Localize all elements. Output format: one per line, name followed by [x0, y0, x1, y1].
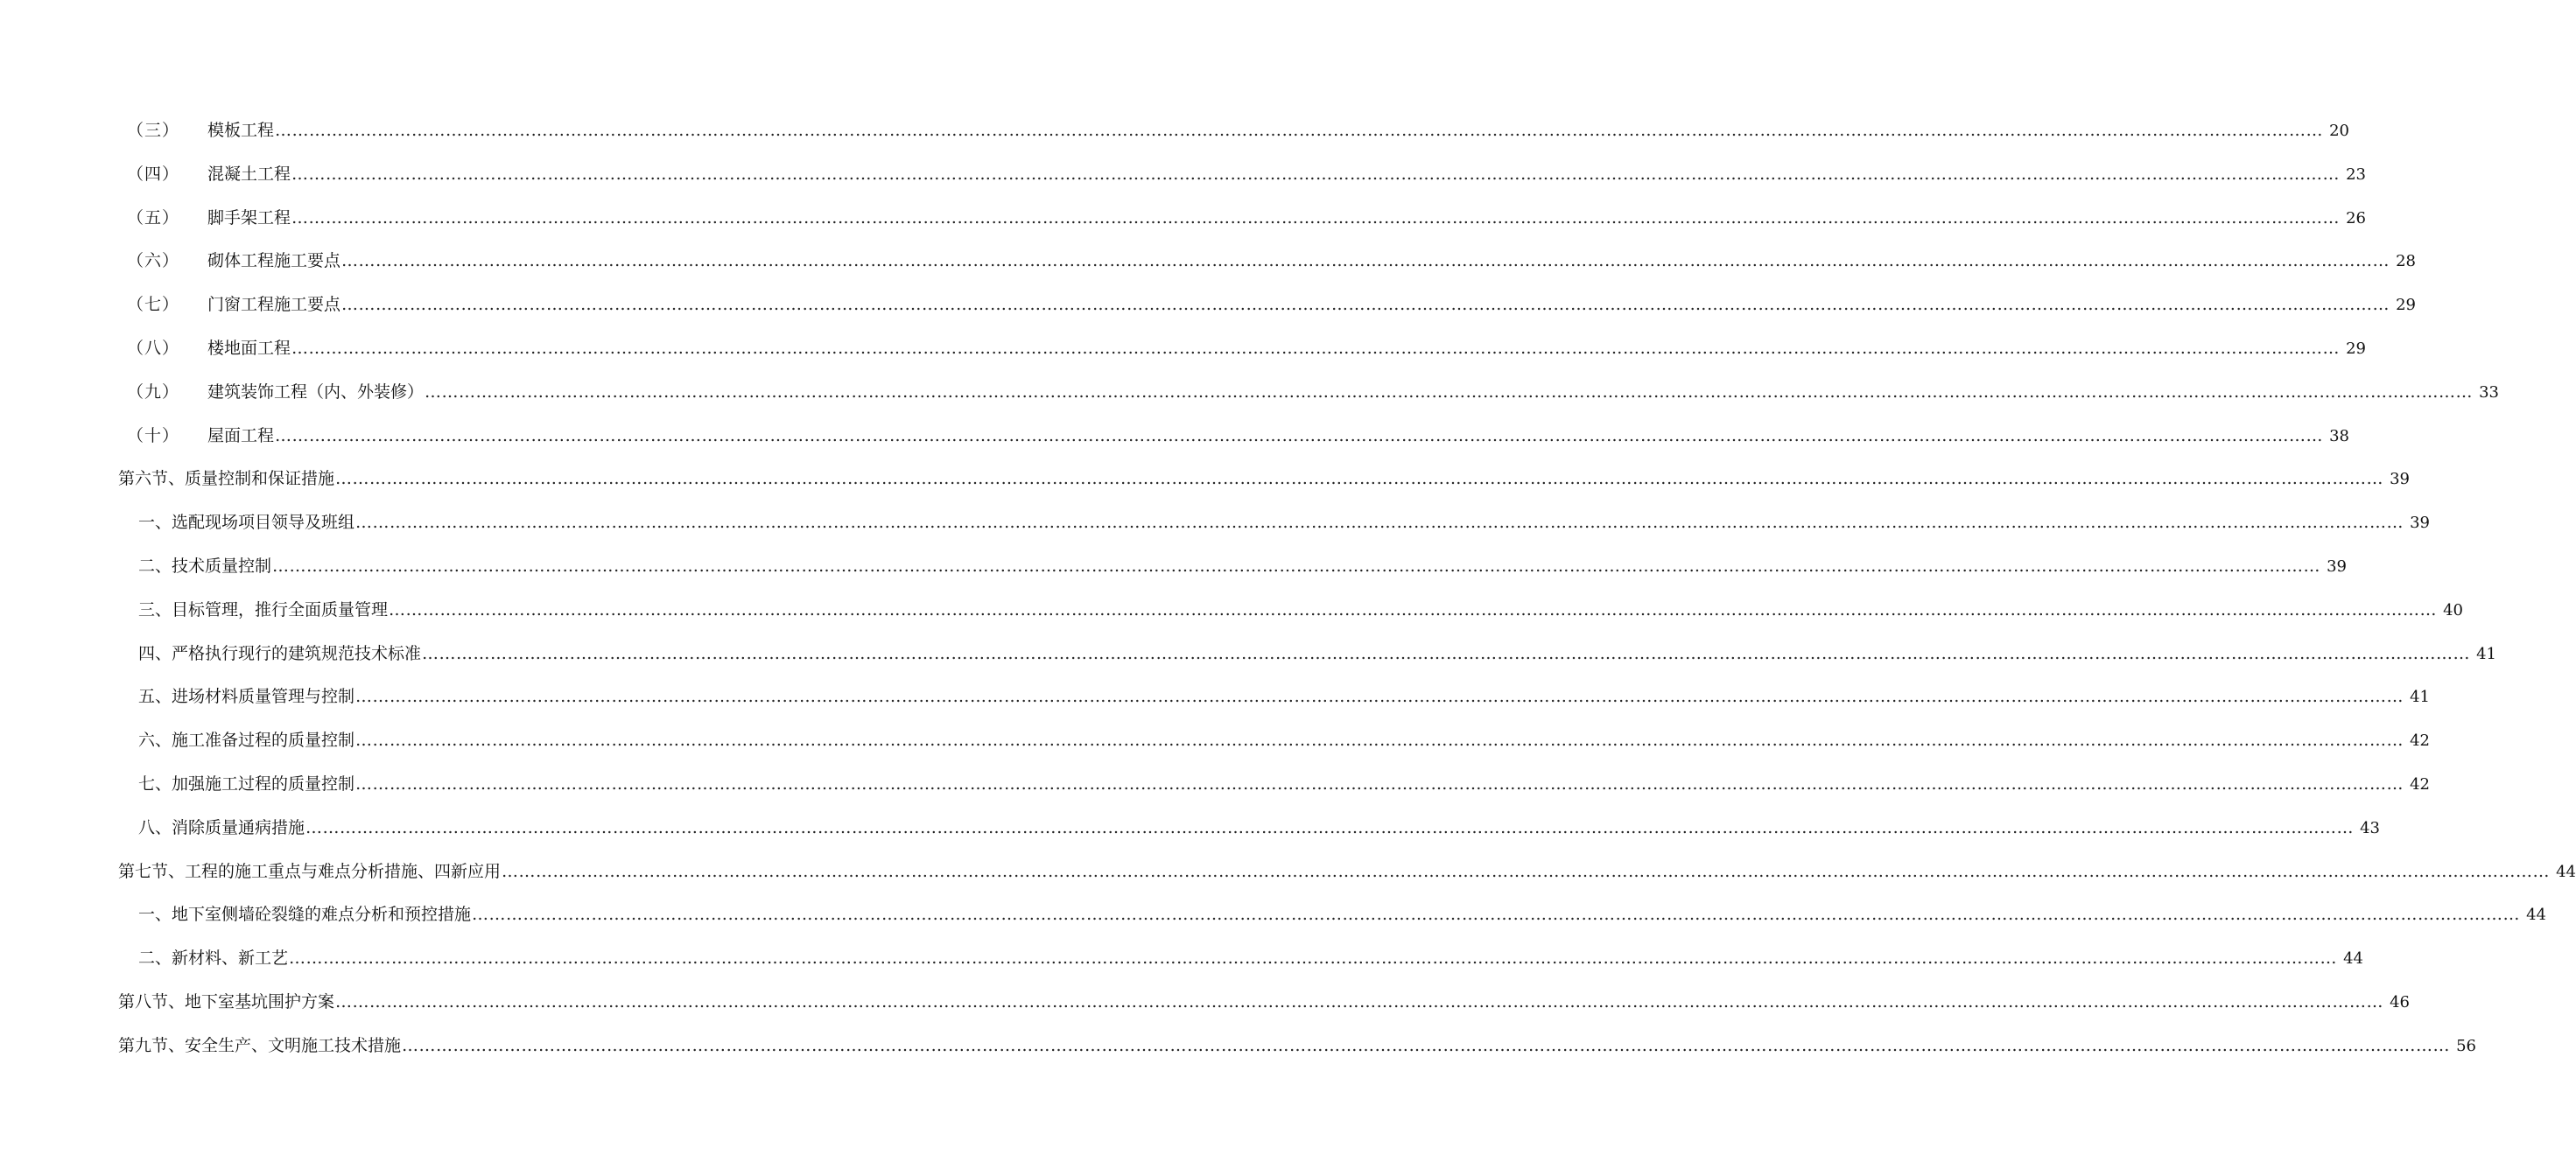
toc-leader-dots: ……………………………………………………………………………………………………………………………………………………………………………………………………………………………………………………………………………………………………………………………… [355, 687, 2404, 707]
toc-entry[interactable] [0, 109, 2350, 153]
toc-entry-row [127, 284, 2417, 327]
toc-entry-row [138, 501, 2431, 545]
toc-entry[interactable] [0, 807, 2381, 850]
toc-entry-row [138, 633, 2497, 676]
toc-entry-row [138, 763, 2431, 807]
toc-leader-dots: ……………………………………………………………………………………………………………………………………………………………………………………………………………………………………………………………………………………………………………………………… [422, 643, 2471, 663]
toc-entry-title: 第八节、地下室基坑围护方案 [118, 991, 335, 1012]
toc-leader-dots: ……………………………………………………………………………………………………………………………………………………………………………………………………………………………………………………………………………………………………………………………… [275, 121, 2324, 140]
toc-entry[interactable] [0, 153, 2367, 197]
toc-leader-dots: ……………………………………………………………………………………………………………………………………………………………………………………………………………………………………………………………………………………………………………………………… [272, 556, 2321, 576]
toc-entry-page-number: 56 [2456, 1036, 2477, 1055]
toc-entry[interactable] [0, 937, 2364, 981]
toc-entry-page-number: 46 [2390, 992, 2411, 1012]
toc-entry-row [127, 327, 2367, 371]
toc-entry[interactable] [0, 719, 2431, 763]
toc-leader-dots: ……………………………………………………………………………………………………………………………………………………………………………………………………………………………………………………………………………………………………………………………… [291, 207, 2341, 228]
toc-entry-row [138, 545, 2348, 589]
toc-entry-title: 脚手架工程 [207, 207, 291, 228]
toc-entry-row [127, 240, 2417, 284]
toc-entry-row [138, 719, 2431, 763]
toc-leader-dots: ……………………………………………………………………………………………………………………………………………………………………………………………………………………………………………………………………………………………………………………………… [472, 905, 2521, 925]
toc-leader-dots: ……………………………………………………………………………………………………………………………………………………………………………………………………………………………………………………………………………………………………………………………… [291, 164, 2341, 184]
toc-leader-dots: ……………………………………………………………………………………………………………………………………………………………………………………………………………………………………………………………………………………………………………………………… [502, 861, 2551, 881]
toc-leader-dots: ……………………………………………………………………………………………………………………………………………………………………………………………………………………………………………………………………………………………………………………………… [335, 469, 2384, 489]
toc-entry-page-number: 20 [2329, 122, 2350, 140]
toc-entry-title: 四、严格执行现行的建筑规范技术标准 [138, 643, 422, 663]
toc-entry-page-number: 29 [2396, 296, 2417, 315]
toc-leader-dots: ……………………………………………………………………………………………………………………………………………………………………………………………………………………………………………………………………………………………………………………………… [402, 1035, 2451, 1055]
toc-leader-dots: ……………………………………………………………………………………………………………………………………………………………………………………………………………………………………………………………………………………………………………………………… [335, 991, 2384, 1012]
toc-entry-title: 建筑装饰工程（内、外装修） [207, 382, 425, 402]
toc-leader-dots: ……………………………………………………………………………………………………………………………………………………………………………………………………………………………………………………………………………………………………………………………… [275, 425, 2324, 445]
toc-entry-title: 八、消除质量通病措施 [138, 817, 305, 837]
toc-entry-page-number: 23 [2346, 164, 2367, 184]
toc-entry-title: 六、施工准备过程的质量控制 [138, 731, 355, 751]
toc-leader-dots: ……………………………………………………………………………………………………………………………………………………………………………………………………………………………………………………………………………………………………………………………… [425, 382, 2474, 402]
toc-leader-dots: ……………………………………………………………………………………………………………………………………………………………………………………………………………………………………………………………………………………………………………………………… [341, 251, 2390, 271]
toc-leader-dots: ……………………………………………………………………………………………………………………………………………………………………………………………………………………………………………………………………………………………………………………………… [389, 599, 2438, 620]
toc-entry-number: （五） [127, 207, 180, 228]
toc-entry[interactable] [0, 240, 2417, 284]
toc-entry[interactable] [0, 1025, 2477, 1068]
toc-leader-dots: ……………………………………………………………………………………………………………………………………………………………………………………………………………………………………………………………………………………………………………………………… [305, 817, 2355, 837]
toc-entry[interactable] [0, 893, 2547, 937]
toc-entry[interactable] [0, 981, 2411, 1025]
toc-entry-page-number: 41 [2476, 644, 2497, 663]
toc-entry-row [138, 676, 2431, 719]
toc-entry[interactable] [0, 545, 2348, 589]
toc-leader-dots: ……………………………………………………………………………………………………………………………………………………………………………………………………………………………………………………………………………………………………………………………… [355, 513, 2404, 533]
toc-entry-row [127, 371, 2500, 415]
toc-entry-row [138, 589, 2464, 633]
toc-entry-row [118, 850, 2576, 894]
table-of-contents [0, 109, 2576, 1068]
toc-entry-page-number: 39 [2390, 470, 2411, 489]
toc-entry-page-number: 28 [2396, 252, 2417, 271]
toc-entry-row [127, 109, 2350, 153]
toc-entry-page-number: 43 [2360, 818, 2381, 837]
toc-entry[interactable] [0, 327, 2367, 371]
toc-entry-title: 楼地面工程 [207, 338, 291, 358]
toc-leader-dots: ……………………………………………………………………………………………………………………………………………………………………………………………………………………………………………………………………………………………………………………………… [355, 731, 2404, 751]
toc-entry[interactable] [0, 633, 2497, 676]
toc-entry-number: （十） [127, 425, 180, 445]
toc-entry-title: 二、新材料、新工艺 [138, 948, 289, 969]
toc-entry-row [127, 415, 2350, 458]
toc-entry-page-number: 39 [2327, 556, 2348, 576]
toc-entry-title: 一、选配现场项目领导及班组 [138, 513, 355, 533]
toc-entry-row [118, 981, 2411, 1025]
toc-entry-page-number: 39 [2410, 514, 2431, 533]
toc-entry-page-number: 40 [2443, 600, 2464, 620]
toc-entry[interactable] [0, 676, 2431, 719]
toc-entry[interactable] [0, 415, 2350, 458]
toc-entry[interactable] [0, 850, 2576, 894]
toc-entry[interactable] [0, 197, 2367, 241]
toc-entry-row [138, 807, 2381, 850]
toc-entry-number: （九） [127, 382, 180, 402]
toc-leader-dots: ……………………………………………………………………………………………………………………………………………………………………………………………………………………………………………………………………………………………………………………………… [289, 948, 2338, 969]
toc-entry[interactable] [0, 371, 2500, 415]
toc-entry-row [118, 1025, 2477, 1068]
toc-entry[interactable] [0, 589, 2464, 633]
toc-entry[interactable] [0, 763, 2431, 807]
toc-entry-page-number: 44 [2526, 906, 2547, 925]
toc-entry-number: （七） [127, 295, 180, 315]
toc-entry-title: 模板工程 [207, 121, 275, 140]
toc-entry-title: 一、地下室侧墙砼裂缝的难点分析和预控措施 [138, 905, 472, 925]
toc-entry-page-number: 42 [2410, 732, 2431, 751]
toc-entry-row [118, 458, 2411, 501]
toc-entry-title: 七、加强施工过程的质量控制 [138, 774, 355, 794]
toc-entry-row [127, 197, 2367, 241]
toc-entry-page-number: 26 [2346, 208, 2367, 228]
toc-entry-page-number: 42 [2410, 774, 2431, 794]
toc-entry-title: 砌体工程施工要点 [207, 251, 341, 271]
toc-entry-title: 混凝土工程 [207, 164, 291, 184]
toc-entry-page-number: 41 [2410, 688, 2431, 707]
toc-entry-title: 三、目标管理，推行全面质量管理 [138, 599, 389, 620]
toc-entry-title: 第六节、质量控制和保证措施 [118, 469, 335, 489]
toc-entry-number: （六） [127, 251, 180, 271]
toc-entry-page-number: 38 [2329, 426, 2350, 445]
toc-entry-title: 第九节、安全生产、文明施工技术措施 [118, 1035, 402, 1055]
toc-entry-page-number: 44 [2343, 949, 2364, 969]
toc-leader-dots: ……………………………………………………………………………………………………………………………………………………………………………………………………………………………………………………………………………………………………………………………… [355, 774, 2404, 794]
toc-entry-page-number: 33 [2479, 382, 2500, 402]
toc-entry-title: 二、技术质量控制 [138, 556, 272, 576]
toc-entry-row [138, 937, 2364, 981]
toc-entry-number: （三） [127, 121, 180, 140]
toc-leader-dots: ……………………………………………………………………………………………………………………………………………………………………………………………………………………………………………………………………………………………………………………………… [291, 338, 2341, 358]
toc-entry-title: 屋面工程 [207, 425, 275, 445]
toc-entry[interactable] [0, 501, 2431, 545]
toc-entry-page-number: 29 [2346, 339, 2367, 358]
toc-entry[interactable] [0, 458, 2411, 501]
toc-entry-row [138, 893, 2547, 937]
toc-entry-number: （八） [127, 338, 180, 358]
toc-entry-number: （四） [127, 164, 180, 184]
toc-leader-dots: ……………………………………………………………………………………………………………………………………………………………………………………………………………………………………………………………………………………………………………………………… [341, 295, 2390, 315]
toc-entry-row [127, 153, 2367, 197]
toc-entry-title: 第七节、工程的施工重点与难点分析措施、四新应用 [118, 861, 502, 881]
toc-entry-title: 五、进场材料质量管理与控制 [138, 687, 355, 707]
toc-entry-title: 门窗工程施工要点 [207, 295, 341, 315]
toc-entry-page-number: 44 [2556, 862, 2576, 881]
toc-entry[interactable] [0, 284, 2417, 327]
